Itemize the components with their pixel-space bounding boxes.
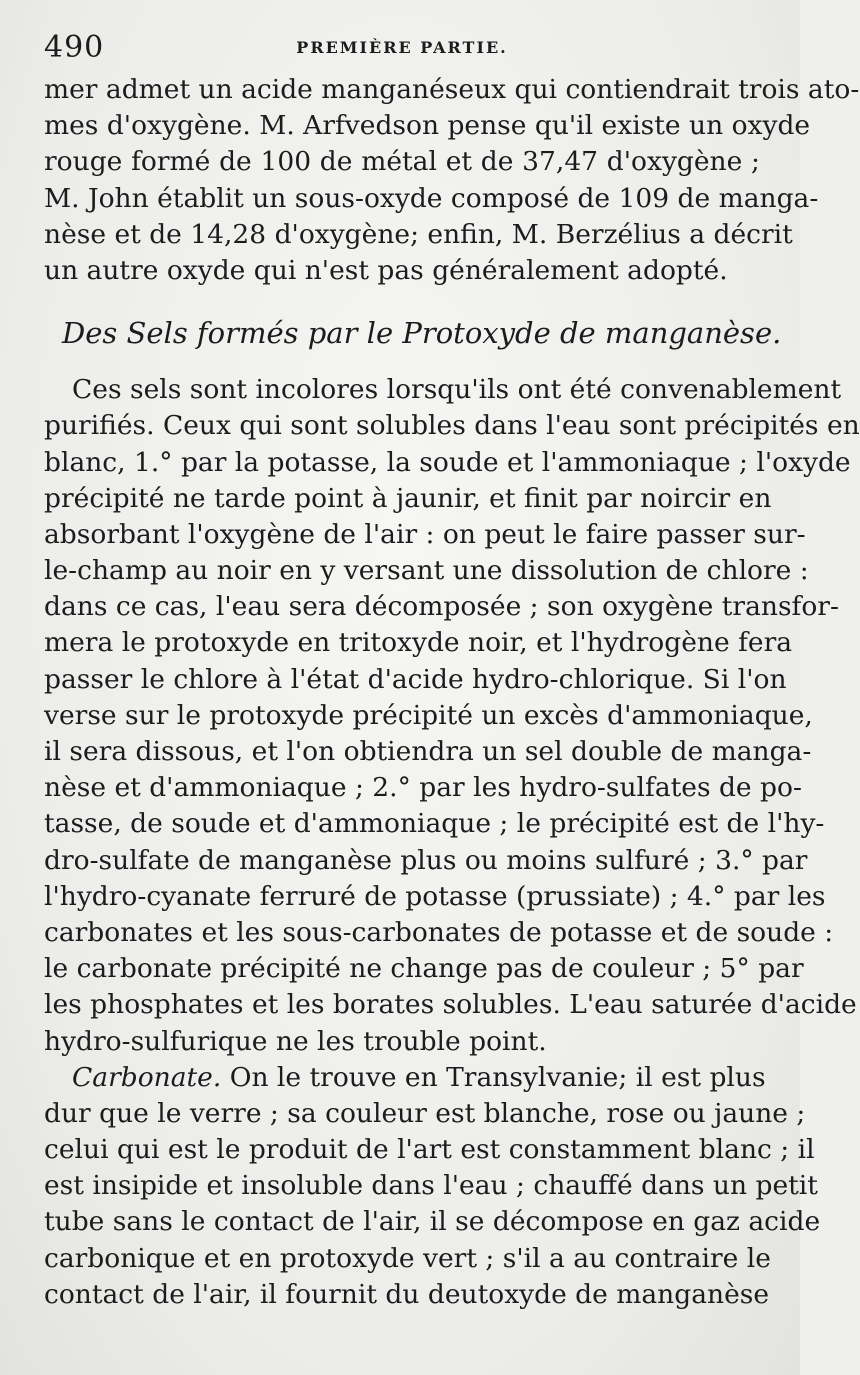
text-line: mer admet un acide manganéseux qui contiendrait trois ato- <box>44 74 860 105</box>
text-line: verse sur le protoxyde précipité un excès d'ammoniaque, <box>44 699 813 731</box>
text-line: purifiés. Ceux qui sont solubles dans l'eau sont précipités en <box>44 410 860 442</box>
text-line: absorbant l'oxygène de l'air : on peut le faire passer sur- <box>44 518 806 550</box>
text-line: hydro-sulfurique ne les trouble point. <box>44 1025 547 1057</box>
text-fragment: On le trouve en Transylvanie; il est plus <box>221 1061 766 1093</box>
carbonate-heading: Carbonate. <box>72 1061 222 1093</box>
text-line: mera le protoxyde en tritoxyde noir, et l'hydrogène fera <box>44 627 793 659</box>
text-line: il sera dissous, et l'on obtiendra un sel double de manga- <box>44 736 812 767</box>
text-line: carbonique et en protoxyde vert ; s'il a au contraire le <box>44 1242 771 1274</box>
text-line: est insipide et insoluble dans l'eau ; chauffé dans un petit <box>44 1170 818 1202</box>
running-head: PREMIÈRE PARTIE. <box>296 38 508 57</box>
paragraph-salts <box>44 372 860 1060</box>
text-line: Ces sels sont incolores lorsqu'ils ont été convenablement <box>72 374 842 406</box>
text-line: dans ce cas, l'eau sera décomposée ; son oxygène transfor- <box>44 591 839 623</box>
text-line: tasse, de soude et d'ammoniaque ; le précipité est de l'hy- <box>44 808 825 840</box>
text-line: M. John établit un sous-oxyde composé de 109 de manga- <box>44 182 819 214</box>
text-line <box>44 1060 766 1096</box>
section-title: Des Sels formés par le Protoxyde de manganèse. <box>62 316 782 351</box>
text-line: le carbonate précipité ne change pas de couleur ; 5° par <box>44 953 804 985</box>
text-line: blanc, 1.° par la potasse, la soude et l'ammoniaque ; l'oxyde <box>44 446 851 478</box>
spacer <box>44 289 760 307</box>
page-header <box>44 28 760 68</box>
text-line: carbonates et les sous-carbonates de potasse et de soude : <box>44 916 834 948</box>
text-line: le-champ au noir en y versant une dissolution de chlore : <box>44 555 809 587</box>
text-line: l'hydro-cyanate ferruré de potasse (prussiate) ; 4.° par les <box>44 880 826 912</box>
text-line: nèse et d'ammoniaque ; 2.° par les hydro-sulfates de po- <box>44 772 802 804</box>
text-line: celui qui est le produit de l'art est constamment blanc ; il <box>44 1134 815 1166</box>
text-line: dro-sulfate de manganèse plus ou moins sulfuré ; 3.° par <box>44 844 808 876</box>
text-line: passer le chlore à l'état d'acide hydro-chlorique. Si l'on <box>44 663 787 695</box>
text-line: un autre oxyde qui n'est pas généralement adopté. <box>44 254 728 286</box>
text-line: nèse et de 14,28 d'oxygène; enfin, M. Berzélius a décrit <box>44 218 793 250</box>
text-line: rouge formé de 100 de métal et de 37,47 d'oxygène ; <box>44 146 760 178</box>
paragraph-oxides <box>44 72 860 289</box>
page-number: 490 <box>44 30 105 65</box>
text-line: mes d'oxygène. M. Arfvedson pense qu'il existe un oxyde <box>44 110 811 142</box>
spacer <box>44 359 760 372</box>
text-line: les phosphates et les borates solubles. L'eau saturée d'acide <box>44 989 857 1021</box>
page-body <box>44 72 860 1313</box>
text-line: précipité ne tarde point à jaunir, et finit par noircir en <box>44 482 772 514</box>
paragraph-carbonate <box>44 1060 821 1313</box>
text-line: dur que le verre ; sa couleur est blanche, rose ou jaune ; <box>44 1097 806 1129</box>
text-line: tube sans le contact de l'air, il se décompose en gaz acide <box>44 1206 821 1238</box>
text-line: contact de l'air, il fournit du deutoxyde de manganèse <box>44 1278 770 1310</box>
